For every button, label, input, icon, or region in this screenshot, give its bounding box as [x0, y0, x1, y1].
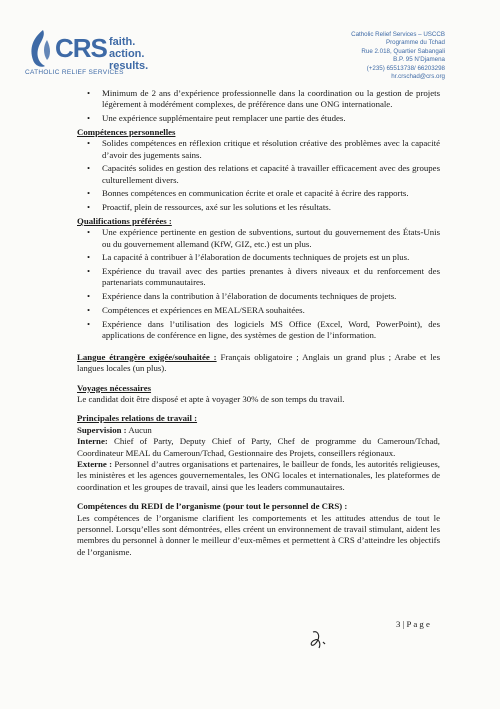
externe-text: Personnel d’autres organisations et partenaires, le bailleur de fonds, les autorités religieuses, les ministères et les agences gouvernementales, les ONG locales et internationales, les plateformes de coordination et les groupes de travail, ainsi que les leaders communautaires. [77, 458, 440, 492]
crs-logo [25, 26, 175, 80]
langue-text: Français obligatoire ; Anglais un grand plus ; Arabe et les langues locales (un plus). [77, 351, 440, 374]
tagline-line: action. [109, 48, 145, 60]
list-item: • Solides compétences en réflexion critique et résolution créative des problèmes avec la capacité d’avoir des jugements sains. [77, 138, 440, 161]
section-heading-qualifications: Qualifications préférées : [77, 215, 172, 226]
qualifications-list [77, 227, 440, 341]
redi-text: Les compétences de l’organisme clarifient les comportements et les attitudes attendus de tout le personnel. Lorsqu’elles sont démontrées, elles créent un environnement de travail stimulant, aident les membres du personnel à donner le meilleur d’eux-mêmes et permettent à CRS d’atteindre les objectifs de l’organisme. [77, 512, 440, 557]
list-item: • Capacités solides en gestion des relations et capacité à travailler efficacement avec des groupes culturellement divers. [77, 163, 440, 186]
list-item: • Une expérience pertinente en gestion de subventions, surtout du gouvernement des États-Unis ou du gouvernement allemand (KfW, GIZ, etc.) est un plus. [77, 227, 440, 250]
competences-list [77, 138, 440, 213]
voyages-text: Le candidat doit être disposé et apte à voyager 30% de son temps du travail. [77, 393, 345, 404]
interne-line [77, 436, 440, 459]
document-body [77, 88, 440, 558]
interne-text: Chief of Party, Deputy Chief of Party, Chef de programme du Cameroun/Tchad, Coordinateur MEAL du Cameroun/Tchad, Gestionnaire des Projets, conseillers régionaux. [77, 436, 440, 458]
intro-list [77, 88, 440, 125]
list-item: • Une expérience supplémentaire peut remplacer une partie des études. [77, 113, 440, 124]
logo-tagline [109, 36, 148, 72]
tagline-line: results. [109, 60, 149, 72]
section-heading-relations: Principales relations de travail : [77, 413, 198, 424]
handwritten-initials [307, 628, 333, 650]
externe-label: Externe : [77, 458, 113, 469]
address-line: Catholic Relief Services – USCCB [351, 31, 445, 38]
supervision-label: Supervision : [77, 424, 127, 435]
list-item: • Proactif, plein de ressources, axé sur les solutions et les résultats. [77, 202, 440, 213]
langue-paragraph [77, 352, 440, 375]
address-line: Rue 2.018, Quartier Sabangali [361, 47, 445, 55]
list-item: • Minimum de 2 ans d’expérience professionnelle dans la coordination ou la gestion de projets légèrement à modérément complexes, de préférence dans une ONG internationale. [77, 88, 440, 111]
section-heading-redi: Compétences du REDI de l’organisme (pour tout le personnel de CRS) : [77, 501, 348, 512]
address-line: (+235) 65513738/ 66203298 [366, 64, 445, 72]
externe-line [77, 459, 440, 493]
list-item: • Expérience du travail avec des parties prenantes à divers niveaux et du renforcement des partenariats communautaires. [77, 266, 440, 289]
list-item: • La capacité à contribuer à l’élaboration de documents techniques de projets est un plus. [77, 252, 440, 263]
section-heading-langue: Langue étrangère exigée/souhaitée : [77, 351, 217, 362]
section-heading-voyages: Voyages nécessaires [77, 382, 152, 393]
interne-label: Interne: [77, 436, 108, 447]
supervision-text: Aucun [126, 424, 152, 435]
logo-brand: CRS [55, 33, 107, 63]
list-item: • Compétences et expériences en MEAL/SERA souhaitées. [77, 305, 440, 316]
section-heading-competences: Compétences personnelles [77, 126, 176, 137]
supervision-line [77, 425, 440, 436]
list-item: • Expérience dans l’utilisation des logiciels MS Office (Excel, Word, PowerPoint), des applications de conférence en ligne, des systèmes de gestion de l’information. [77, 319, 440, 342]
page-number: 3 | P a g e [396, 619, 430, 629]
address-line: B.P. 95 N’Djamena [393, 56, 445, 64]
address-block [351, 31, 445, 81]
tagline-line: faith. [109, 36, 136, 48]
list-item: • Expérience dans la contribution à l’élaboration de documents techniques de projets. [77, 291, 440, 302]
list-item: • Bonnes compétences en communication écrite et orale et capacité à écrire des rapports. [77, 188, 440, 199]
logo-subtitle: CATHOLIC RELIEF SERVICES [25, 69, 124, 76]
address-line: Programme du Tchad [385, 39, 445, 47]
address-email: hr.crschad@crs.org [391, 73, 445, 81]
crs-flame-icon [25, 26, 57, 70]
